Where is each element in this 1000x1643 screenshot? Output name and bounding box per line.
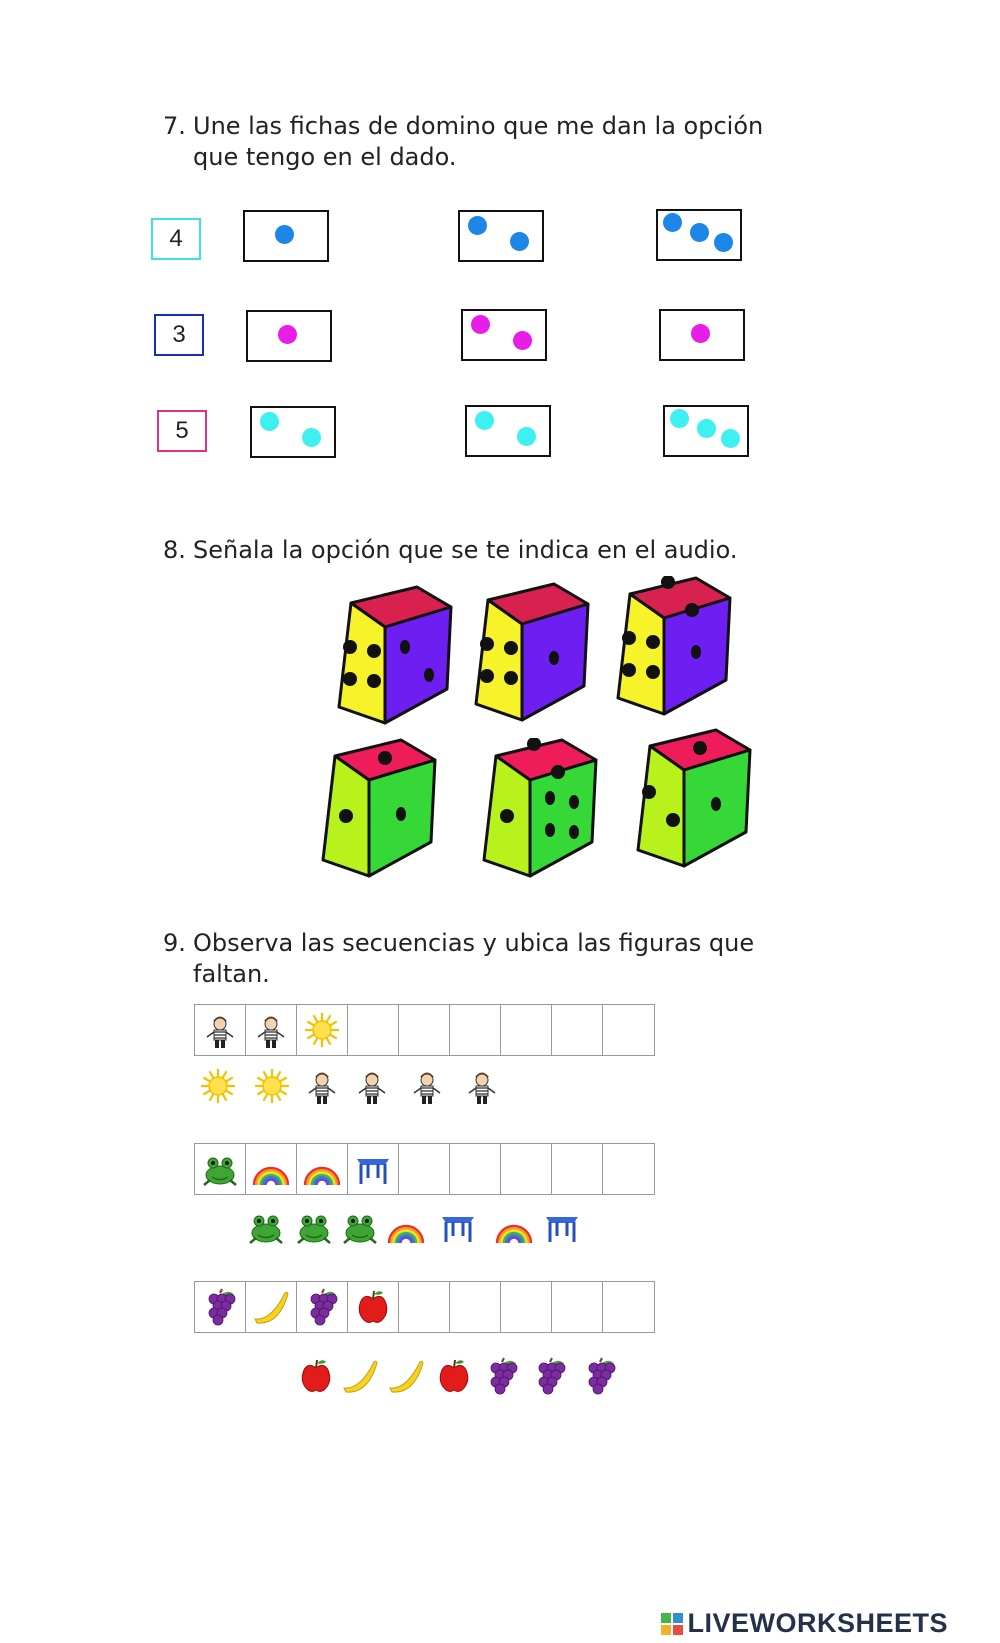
mime-boy-icon (352, 1066, 392, 1106)
empty-drop-cell[interactable] (501, 1282, 552, 1332)
die-pip (549, 651, 559, 665)
die-pip (569, 795, 579, 809)
dice-value-box: 5 (157, 410, 207, 452)
die-pip (339, 809, 353, 823)
empty-drop-cell[interactable] (399, 1005, 450, 1055)
die-face-right (530, 760, 596, 876)
sequence-grid (194, 1004, 655, 1056)
mime-boy-icon (407, 1066, 447, 1106)
draggable-grapes[interactable] (480, 1354, 524, 1398)
grapes-icon (482, 1356, 522, 1396)
domino-dot (670, 409, 689, 428)
die-pip (622, 631, 636, 645)
die-pip (711, 797, 721, 811)
die-pip (666, 813, 680, 827)
question-7-prompt: 7. Une las fichas de domino que me dan la opción que tengo en el dado. (163, 112, 764, 171)
empty-drop-cell[interactable] (552, 1005, 603, 1055)
empty-drop-cell[interactable] (399, 1282, 450, 1332)
domino-dot (302, 428, 321, 447)
domino-tile[interactable] (243, 210, 329, 262)
empty-drop-cell[interactable] (450, 1282, 501, 1332)
apple-icon (353, 1287, 393, 1327)
draggable-frog[interactable] (244, 1205, 288, 1249)
empty-drop-cell[interactable] (501, 1144, 552, 1194)
domino-dot (517, 427, 536, 446)
dice-value-box: 4 (151, 218, 201, 260)
empty-drop-cell[interactable] (603, 1144, 654, 1194)
empty-drop-cell[interactable] (399, 1144, 450, 1194)
die-pip (480, 669, 494, 683)
grapes-icon (530, 1356, 570, 1396)
domino-dot (513, 331, 532, 350)
die-pip (367, 674, 381, 688)
sun-icon (252, 1066, 292, 1106)
draggable-rainbow[interactable] (492, 1205, 536, 1249)
empty-drop-cell[interactable] (501, 1005, 552, 1055)
die-pip (551, 765, 565, 779)
draggable-mime-boy[interactable] (405, 1064, 449, 1108)
draggable-apple[interactable] (432, 1354, 476, 1398)
draggable-frog[interactable] (338, 1205, 382, 1249)
die-pip (400, 640, 410, 654)
grapes-icon (580, 1356, 620, 1396)
empty-drop-cell[interactable] (552, 1144, 603, 1194)
draggable-sun[interactable] (250, 1064, 294, 1108)
draggable-grapes[interactable] (528, 1354, 572, 1398)
liveworksheets-logo-icon (661, 1613, 683, 1635)
sequence-cell (348, 1144, 399, 1194)
draggable-rainbow[interactable] (384, 1205, 428, 1249)
die-pip (622, 663, 636, 677)
draggable-frog[interactable] (292, 1205, 336, 1249)
empty-drop-cell[interactable] (603, 1282, 654, 1332)
mime-boy-icon (251, 1010, 291, 1050)
mime-boy-icon (302, 1066, 342, 1106)
die-pip (396, 807, 406, 821)
domino-dot (275, 225, 294, 244)
domino-dot (510, 232, 529, 251)
rainbow-icon (302, 1149, 342, 1189)
sequence-cell (246, 1005, 297, 1055)
domino-tile[interactable] (461, 309, 547, 361)
die-face-left (618, 594, 664, 714)
domino-dot (714, 233, 733, 252)
die-pip (646, 665, 660, 679)
domino-dot (697, 419, 716, 438)
domino-dot (690, 223, 709, 242)
draggable-grapes[interactable] (578, 1354, 622, 1398)
die-pip (545, 791, 555, 805)
domino-dot (691, 324, 710, 343)
sequence-cell (246, 1144, 297, 1194)
frog-icon (294, 1207, 334, 1247)
die-pip (693, 741, 707, 755)
die-pip (500, 809, 514, 823)
apple-icon (296, 1356, 336, 1396)
grapes-icon (302, 1287, 342, 1327)
table-icon (353, 1149, 393, 1189)
domino-tile[interactable] (656, 209, 742, 261)
die-pip (343, 640, 357, 654)
frog-icon (200, 1149, 240, 1189)
die-option[interactable] (317, 738, 442, 880)
empty-drop-cell[interactable] (552, 1282, 603, 1332)
question-8-prompt: 8. Señala la opción que se te indica en el audio. (163, 536, 738, 564)
rainbow-icon (251, 1149, 291, 1189)
sun-icon (198, 1066, 238, 1106)
die-face-left (638, 746, 684, 866)
sequence-cell (297, 1144, 348, 1194)
sequence-cell (246, 1282, 297, 1332)
empty-drop-cell[interactable] (348, 1005, 399, 1055)
mime-boy-icon (200, 1010, 240, 1050)
banana-icon (251, 1287, 291, 1327)
die-pip (685, 603, 699, 617)
empty-drop-cell[interactable] (450, 1144, 501, 1194)
die-option[interactable] (632, 728, 757, 870)
domino-dot (468, 216, 487, 235)
sequence-cell (348, 1282, 399, 1332)
sequence-cell (195, 1005, 246, 1055)
die-pip (569, 825, 579, 839)
die-face-left (476, 600, 522, 720)
draggable-table[interactable] (436, 1205, 480, 1249)
domino-dot (278, 325, 297, 344)
domino-dot (471, 315, 490, 334)
sun-icon (302, 1010, 342, 1050)
domino-dot (475, 411, 494, 430)
sequence-cell (297, 1005, 348, 1055)
domino-tile[interactable] (458, 210, 544, 262)
sequence-grid (194, 1281, 655, 1333)
draggable-sun[interactable] (196, 1064, 240, 1108)
sequence-grid (194, 1143, 655, 1195)
sequence-cell (297, 1282, 348, 1332)
die-pip (504, 641, 518, 655)
grapes-icon (200, 1287, 240, 1327)
die-pip (545, 823, 555, 837)
domino-dot (721, 429, 740, 448)
domino-dot (663, 213, 682, 232)
question-9-prompt: 9. Observa las secuencias y ubica las figuras que faltan. (163, 929, 755, 988)
sequence-cell (195, 1144, 246, 1194)
draggable-mime-boy[interactable] (350, 1064, 394, 1108)
frog-icon (246, 1207, 286, 1247)
domino-tile[interactable] (465, 405, 551, 457)
domino-dot (260, 412, 279, 431)
die-pip (480, 637, 494, 651)
banana-icon (340, 1356, 380, 1396)
liveworksheets-brand: LIVEWORKSHEETS (661, 1608, 948, 1639)
draggable-mime-boy[interactable] (460, 1064, 504, 1108)
die-pip (504, 671, 518, 685)
domino-tile[interactable] (246, 310, 332, 362)
die-pip (343, 672, 357, 686)
frog-icon (340, 1207, 380, 1247)
draggable-banana[interactable] (338, 1354, 382, 1398)
banana-icon (386, 1356, 426, 1396)
empty-drop-cell[interactable] (603, 1005, 654, 1055)
draggable-banana[interactable] (384, 1354, 428, 1398)
sequence-cell (195, 1282, 246, 1332)
die-pip (642, 785, 656, 799)
die-option[interactable] (333, 585, 458, 727)
die-pip (646, 635, 660, 649)
die-pip (424, 668, 434, 682)
die-option[interactable] (478, 738, 603, 880)
rainbow-icon (386, 1207, 426, 1247)
die-face-left (339, 603, 385, 723)
draggable-table[interactable] (540, 1205, 584, 1249)
die-option[interactable] (612, 576, 737, 718)
table-icon (438, 1207, 478, 1247)
dice-value-box: 3 (154, 314, 204, 356)
die-pip (367, 644, 381, 658)
die-pip (378, 751, 392, 765)
domino-tile[interactable] (663, 405, 749, 457)
table-icon (542, 1207, 582, 1247)
mime-boy-icon (462, 1066, 502, 1106)
draggable-apple[interactable] (294, 1354, 338, 1398)
domino-tile[interactable] (659, 309, 745, 361)
draggable-mime-boy[interactable] (300, 1064, 344, 1108)
apple-icon (434, 1356, 474, 1396)
die-option[interactable] (470, 582, 595, 724)
die-face-right (385, 607, 451, 723)
die-pip (691, 645, 701, 659)
domino-tile[interactable] (250, 406, 336, 458)
rainbow-icon (494, 1207, 534, 1247)
empty-drop-cell[interactable] (450, 1005, 501, 1055)
